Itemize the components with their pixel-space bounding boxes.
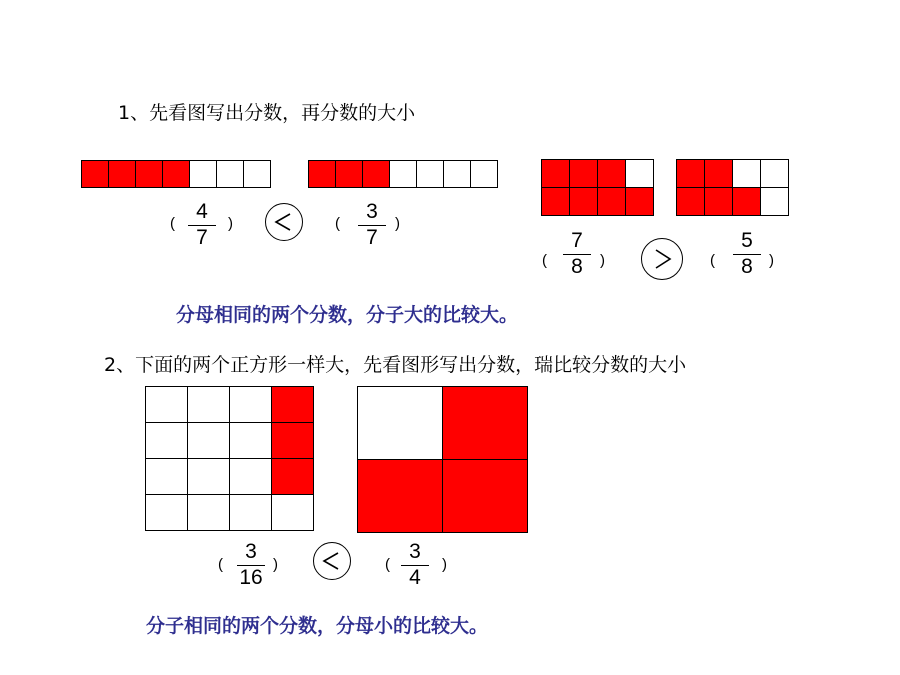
bar-cell xyxy=(309,161,336,188)
denominator: 8 xyxy=(741,255,753,278)
paren-open: ( xyxy=(335,215,340,232)
numerator: 7 xyxy=(571,229,583,252)
grid-cell xyxy=(146,387,188,423)
paren-close: ) xyxy=(228,215,233,232)
grid-cell xyxy=(626,188,654,216)
bar-three-sevenths xyxy=(308,160,498,188)
grid-cell xyxy=(188,423,230,459)
denominator: 7 xyxy=(366,226,378,249)
grid-cell xyxy=(188,387,230,423)
grid-cell xyxy=(542,160,570,188)
bar-cell xyxy=(82,161,109,188)
fraction-three-quarters xyxy=(401,541,429,589)
numerator: 5 xyxy=(741,229,753,252)
fraction-five-eighths xyxy=(733,230,761,278)
numerator: 3 xyxy=(366,200,378,223)
bar-cell xyxy=(417,161,444,188)
grid-cell xyxy=(358,387,443,460)
paren-open: ( xyxy=(542,252,547,269)
q2-title: 2、下面的两个正方形一样大，先看图形写出分数，瑞比较分数的大小 xyxy=(104,354,687,376)
bar-cell xyxy=(390,161,417,188)
grid-three-sixteenths xyxy=(145,386,314,531)
grid-cell xyxy=(677,188,705,216)
paren-open: ( xyxy=(710,252,715,269)
bar-cell xyxy=(163,161,190,188)
comparison-circle[interactable] xyxy=(313,542,351,580)
grid-cell xyxy=(598,160,626,188)
grid-cell xyxy=(272,459,314,495)
fraction-three-sevenths xyxy=(358,201,386,249)
denominator: 4 xyxy=(409,566,421,589)
grid-cell xyxy=(146,459,188,495)
grid-cell xyxy=(272,423,314,459)
bar-cell xyxy=(471,161,498,188)
grid-cell xyxy=(230,387,272,423)
grid-cell xyxy=(761,160,789,188)
greater-than-sign-icon xyxy=(313,542,351,580)
numerator: 3 xyxy=(409,540,421,563)
grid-cell xyxy=(272,387,314,423)
bar-cell xyxy=(363,161,390,188)
q1-title: 1、先看图写出分数，再分数的大小 xyxy=(118,102,416,124)
bar-cell xyxy=(190,161,217,188)
grid-cell xyxy=(626,160,654,188)
rule-note-same-denominator: 分母相同的两个分数，分子大的比较大。 xyxy=(176,304,519,326)
grid-cell xyxy=(542,188,570,216)
paren-close: ) xyxy=(273,556,278,573)
comparison-circle[interactable] xyxy=(641,238,683,280)
grid-cell xyxy=(733,160,761,188)
denominator: 7 xyxy=(196,226,208,249)
grid-cell xyxy=(570,188,598,216)
fraction-seven-eighths xyxy=(563,230,591,278)
grid-cell xyxy=(705,160,733,188)
greater-than-sign-icon xyxy=(265,203,303,241)
grid-cell xyxy=(677,160,705,188)
bar-cell xyxy=(136,161,163,188)
fraction-four-sevenths xyxy=(188,201,216,249)
paren-close: ) xyxy=(442,556,447,573)
numerator: 4 xyxy=(196,200,208,223)
grid-cell xyxy=(230,459,272,495)
bar-cell xyxy=(336,161,363,188)
paren-open: ( xyxy=(170,215,175,232)
grid-cell xyxy=(761,188,789,216)
grid-cell xyxy=(705,188,733,216)
comparison-circle[interactable] xyxy=(265,203,303,241)
bar-cell xyxy=(444,161,471,188)
grid-cell xyxy=(188,495,230,531)
bar-four-sevenths xyxy=(81,160,271,188)
grid-cell xyxy=(358,460,443,533)
bar-cell xyxy=(244,161,271,188)
grid-cell xyxy=(146,495,188,531)
denominator: 8 xyxy=(571,255,583,278)
grid-five-eighths xyxy=(676,159,789,216)
grid-cell xyxy=(443,460,528,533)
grid-cell xyxy=(570,160,598,188)
grid-seven-eighths xyxy=(541,159,654,216)
rule-note-same-numerator: 分子相同的两个分数，分母小的比较大。 xyxy=(146,615,489,637)
paren-close: ) xyxy=(769,252,774,269)
paren-open: ( xyxy=(385,556,390,573)
grid-cell xyxy=(230,495,272,531)
grid-three-quarters xyxy=(357,386,528,533)
grid-cell xyxy=(188,459,230,495)
less-than-sign-icon xyxy=(641,238,683,280)
grid-cell xyxy=(272,495,314,531)
fraction-three-sixteenths xyxy=(237,541,265,589)
paren-open: ( xyxy=(218,556,223,573)
paren-close: ) xyxy=(600,252,605,269)
grid-cell xyxy=(733,188,761,216)
bar-cell xyxy=(217,161,244,188)
denominator: 16 xyxy=(239,566,263,589)
grid-cell xyxy=(598,188,626,216)
grid-cell xyxy=(146,423,188,459)
bar-cell xyxy=(109,161,136,188)
numerator: 3 xyxy=(245,540,257,563)
grid-cell xyxy=(443,387,528,460)
paren-close: ) xyxy=(395,215,400,232)
grid-cell xyxy=(230,423,272,459)
